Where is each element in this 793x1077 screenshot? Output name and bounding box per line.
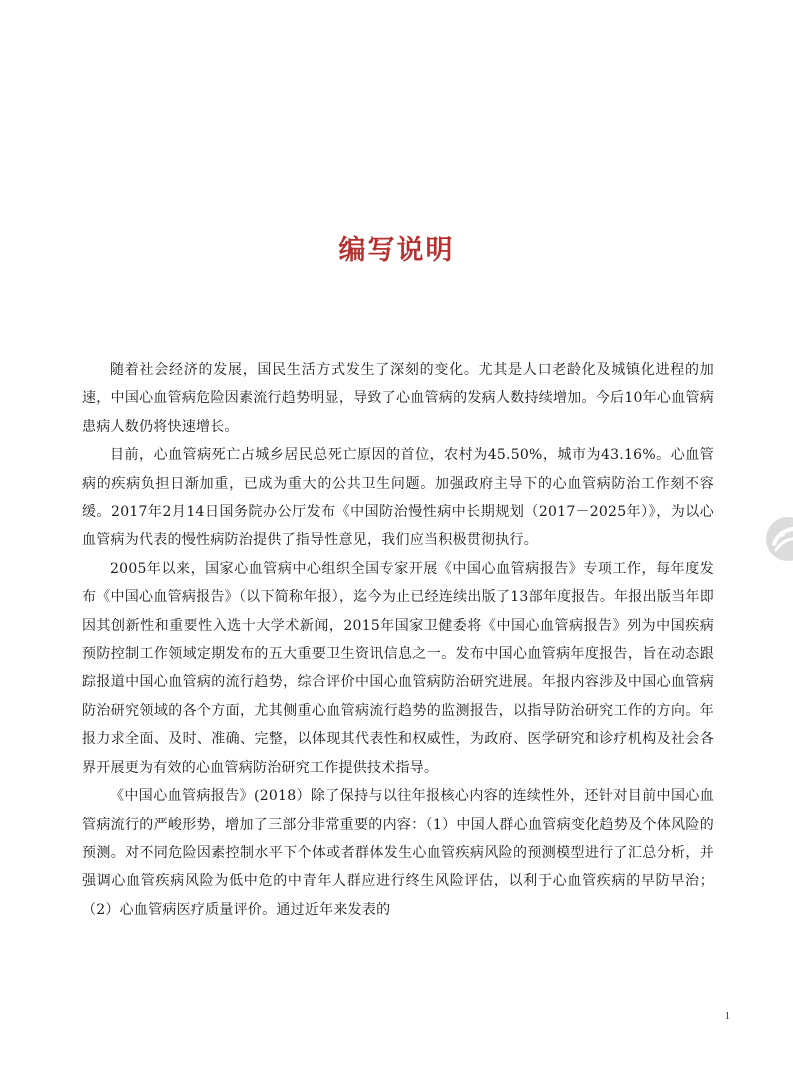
body-text: [82, 356, 714, 924]
circular-logo-watermark-icon: [760, 514, 793, 564]
page-number: 1: [724, 1010, 730, 1022]
page-title: 编写说明: [338, 235, 455, 266]
paragraph-2: 目前，心血管病死亡占城乡居民总死亡原因的首位，农村为45.50%，城市为43.16%。心血管病的疾病负担日渐加重，已成为重大的公共卫生问题。加强政府主导下的心血管病防治工作刻不容缓。2017年2月14日国务院办公厅发布《中国防治慢性病中长期规划（2017－2025年）》，为以心血管病为代表的慢性病防治提供了指导性意见，我们应当积极贯彻执行。: [82, 447, 714, 549]
paragraph-3: 2005年以来，国家心血管病中心组织全国专家开展《中国心血管病报告》专项工作，每年度发布《中国心血管病报告》（以下简称年报），迄今为止已经连续出版了13部年度报告。年报出版当年即因其创新性和重要性入选十大学术新闻，2015年国家卫健委将《中国心血管病报告》列为中国疾病预防控制工作领域定期发布的五大重要卫生资讯信息之一。发布中国心血管病年度报告，旨在动态跟踪报道中国心血管病的流行趋势，综合评价中国心血管病防治研究进展。年报内容涉及中国心血管病防治研究领域的各个方面，尤其侧重心血管病流行趋势的监测报告，以指导防治研究工作的方向。年报力求全面、及时、准确、完整，以体现其代表性和权威性，为政府、医学研究和诊疗机构及社会各界开展更为有效的心血管病防治研究工作提供技术指导。: [82, 560, 714, 776]
paragraph-1: 随着社会经济的发展，国民生活方式发生了深刻的变化。尤其是人口老龄化及城镇化进程的加速，中国心血管病危险因素流行趋势明显，导致了心血管病的发病人数持续增加。今后10年心血管病患病人数仍将快速增长。: [82, 362, 714, 435]
paragraph-4: 《中国心血管病报告》(2018）除了保持与以往年报核心内容的连续性外，还针对目前中国心血管病流行的严峻形势，增加了三部分非常重要的内容：（1）中国人群心血管病变化趋势及个体风险的预测。对不同危险因素控制水平下个体或者群体发生心血管疾病风险的预测模型进行了汇总分析，并强调心血管疾病风险为低中危的中青年人群应进行终生风险评估，以利于心血管疾病的早防早治；（2）心血管病医疗质量评价。通过近年来发表的: [82, 788, 714, 918]
